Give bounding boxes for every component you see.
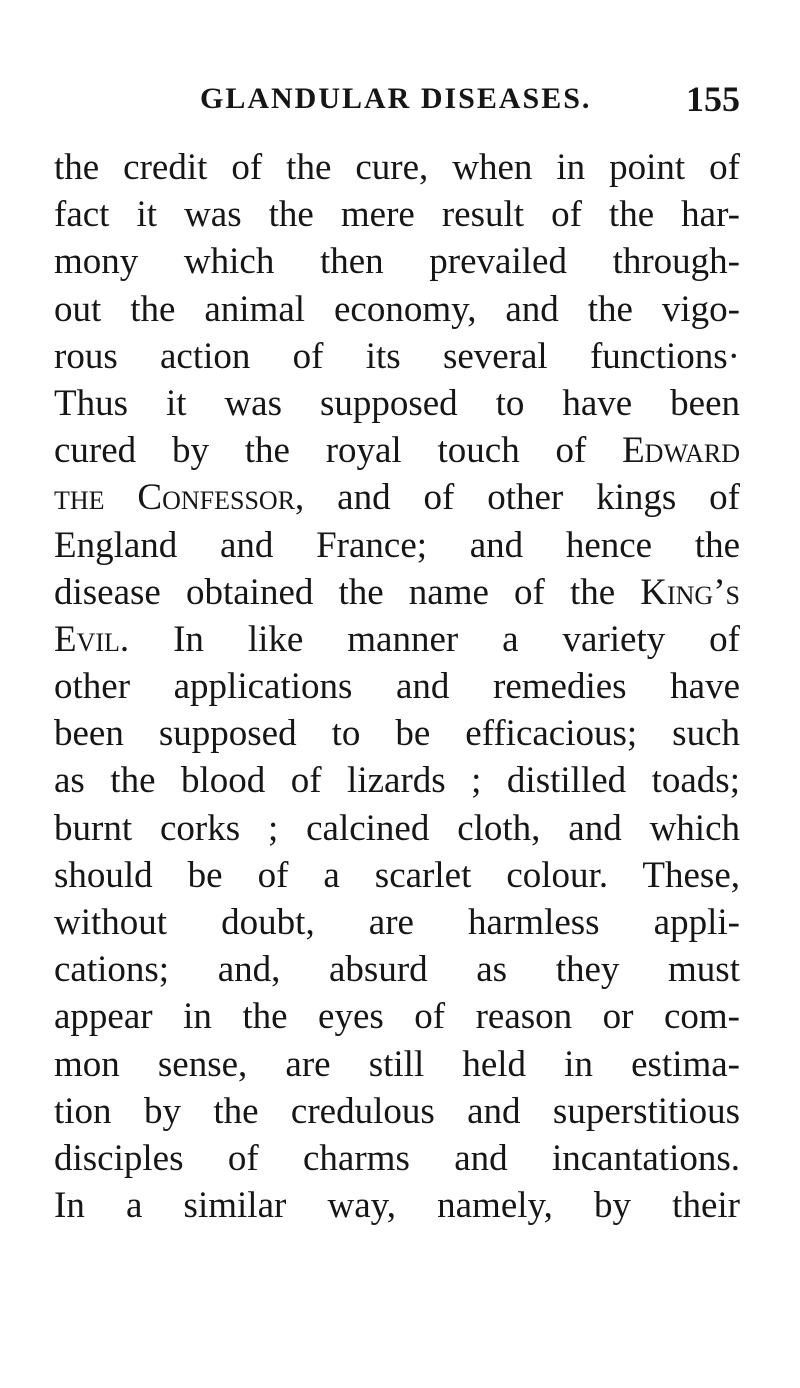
text-line: tion by the credulous and superstitious <box>54 1090 740 1132</box>
page-number: 155 <box>686 79 740 119</box>
text-line-smallcaps: cured by the royal touch of Edward <box>54 430 740 472</box>
text-line-smallcaps: disease obtained the name of the King’s <box>54 571 740 613</box>
text-line: mon sense, are still held in estima- <box>54 1043 740 1085</box>
text-line-smallcaps: the Confessor, and of other kings of <box>54 477 740 519</box>
text-line: cations; and, absurd as they must <box>54 949 740 991</box>
text-line: In a similar way, namely, by their <box>54 1185 740 1227</box>
text-line: the credit of the cure, when in point of <box>54 147 740 188</box>
text-line: mony which then prevailed through- <box>54 241 740 283</box>
body-text <box>54 144 740 1229</box>
small-caps-name: the Confessor <box>54 477 296 519</box>
small-caps-name: King’s <box>640 571 740 613</box>
small-caps-name: Evil <box>54 618 120 660</box>
text-line: burnt corks ; calcined cloth, and which <box>54 807 740 849</box>
running-head <box>200 79 740 122</box>
text-line-smallcaps: Evil. In like manner a variety of <box>54 618 740 660</box>
text-line: other applications and remedies have <box>54 666 740 708</box>
text-line: out the animal economy, and the vigo- <box>54 288 740 330</box>
text-line: been supposed to be efficacious; such <box>54 713 740 755</box>
text-line: appear in the eyes of reason or com- <box>54 996 740 1038</box>
text-line: rous action of its several functions· <box>54 335 740 377</box>
small-caps-name: Edward <box>622 430 740 472</box>
text-line: England and France; and hence the <box>54 524 740 566</box>
text-line: without doubt, are harmless appli- <box>54 902 740 943</box>
text-line: should be of a scarlet colour. These, <box>54 854 740 896</box>
text-line: fact it was the mere result of the har- <box>54 194 740 236</box>
text-line: Thus it was supposed to have been <box>54 382 740 424</box>
text-line: as the blood of lizards ; distilled toads; <box>54 760 740 802</box>
text-line: disciples of charms and incantations. <box>54 1137 740 1179</box>
running-title: GLANDULAR DISEASES. <box>200 82 592 115</box>
